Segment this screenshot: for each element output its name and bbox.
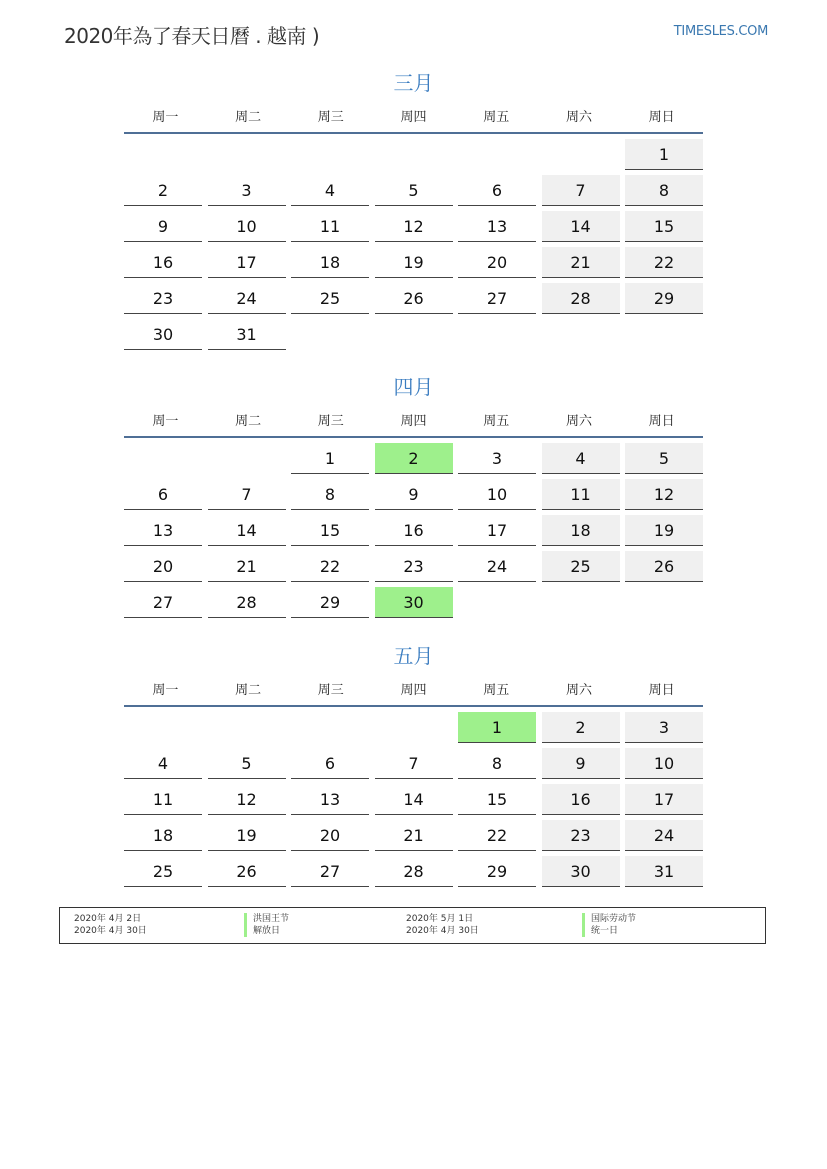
day-cell[interactable]: 11: [542, 479, 620, 510]
day-cell[interactable]: 28: [542, 283, 620, 314]
empty-cell: [124, 139, 202, 170]
day-cell[interactable]: 11: [124, 784, 202, 815]
day-cell[interactable]: 14: [542, 211, 620, 242]
empty-cell: [124, 712, 202, 743]
day-cell[interactable]: 29: [625, 283, 703, 314]
legend-dates-1: [74, 913, 147, 937]
weekday-label: 周三: [317, 413, 344, 429]
day-cell[interactable]: 6: [124, 479, 202, 510]
day-cell[interactable]: 7: [542, 175, 620, 206]
weekday-label: 周六: [565, 413, 592, 429]
day-cell[interactable]: 20: [458, 247, 536, 278]
day-cell[interactable]: 7: [375, 748, 453, 779]
day-cell[interactable]: 2: [542, 712, 620, 743]
day-cell[interactable]: 14: [375, 784, 453, 815]
day-cell[interactable]: 26: [208, 856, 286, 887]
day-cell[interactable]: 4: [291, 175, 369, 206]
day-cell[interactable]: 17: [458, 515, 536, 546]
legend-date: 2020年 5月 1日: [406, 914, 474, 924]
day-cell[interactable]: 1: [291, 443, 369, 474]
day-cell[interactable]: 30: [124, 319, 202, 350]
day-cell[interactable]: 2: [124, 175, 202, 206]
day-cell[interactable]: 15: [625, 211, 703, 242]
legend-date: 2020年 4月 2日: [74, 914, 142, 924]
weekday-label: 周六: [565, 682, 592, 698]
weekday-label: 周一: [152, 109, 179, 125]
day-cell[interactable]: 29: [458, 856, 536, 887]
day-cell[interactable]: 8: [458, 748, 536, 779]
day-cell[interactable]: 27: [458, 283, 536, 314]
day-cell[interactable]: 23: [542, 820, 620, 851]
day-cell[interactable]: 19: [375, 247, 453, 278]
day-cell[interactable]: 25: [124, 856, 202, 887]
day-cell[interactable]: 17: [208, 247, 286, 278]
empty-cell: [208, 443, 286, 474]
day-cell[interactable]: 4: [542, 443, 620, 474]
day-cell[interactable]: 31: [625, 856, 703, 887]
day-cell[interactable]: 1: [625, 139, 703, 170]
empty-cell: [208, 712, 286, 743]
day-cell[interactable]: 7: [208, 479, 286, 510]
empty-cell: [375, 712, 453, 743]
day-cell[interactable]: 16: [375, 515, 453, 546]
day-cell[interactable]: 23: [124, 283, 202, 314]
day-cell[interactable]: 21: [375, 820, 453, 851]
day-cell[interactable]: 24: [208, 283, 286, 314]
weekday-label: 周四: [400, 413, 427, 429]
weekday-label: 周二: [235, 413, 262, 429]
day-cell[interactable]: 23: [375, 551, 453, 582]
weekday-label: 周日: [648, 109, 675, 125]
day-cell[interactable]: 8: [291, 479, 369, 510]
day-cell[interactable]: 17: [625, 784, 703, 815]
weekday-label: 周一: [152, 413, 179, 429]
day-cell[interactable]: 13: [291, 784, 369, 815]
day-cell[interactable]: 8: [625, 175, 703, 206]
day-cell[interactable]: 11: [291, 211, 369, 242]
day-cell[interactable]: 18: [124, 820, 202, 851]
weekday-label: 周六: [565, 109, 592, 125]
day-grid: [124, 443, 703, 618]
weekday-label: 周一: [152, 682, 179, 698]
day-cell[interactable]: 22: [291, 551, 369, 582]
legend-names-2: [582, 913, 636, 937]
weekday-label: 周三: [317, 682, 344, 698]
day-cell[interactable]: 9: [542, 748, 620, 779]
weekday-label: 周日: [648, 413, 675, 429]
weekday-label: 周三: [317, 109, 344, 125]
day-cell[interactable]: 18: [291, 247, 369, 278]
legend-holiday-name: 统一日: [582, 925, 636, 937]
day-cell[interactable]: 6: [291, 748, 369, 779]
month-march: [124, 68, 703, 350]
day-cell[interactable]: 25: [542, 551, 620, 582]
weekday-label: 周四: [400, 109, 427, 125]
weekday-header: [124, 402, 703, 436]
page-title: 2020年為了春天日曆 . 越南 ): [64, 24, 320, 48]
legend-names-1: [244, 913, 289, 937]
weekday-label: 周二: [235, 109, 262, 125]
day-cell[interactable]: 19: [625, 515, 703, 546]
month-april: [124, 372, 703, 618]
day-cell[interactable]: 13: [458, 211, 536, 242]
month-title: 五月: [393, 644, 434, 668]
day-cell[interactable]: 31: [208, 319, 286, 350]
day-cell[interactable]: 9: [375, 479, 453, 510]
month-may: [124, 641, 703, 887]
weekday-header: [124, 671, 703, 705]
day-cell[interactable]: 28: [208, 587, 286, 618]
weekday-label: 周五: [483, 682, 510, 698]
weekday-label: 周五: [483, 109, 510, 125]
day-cell[interactable]: 28: [375, 856, 453, 887]
day-cell[interactable]: 20: [124, 551, 202, 582]
day-cell[interactable]: 22: [458, 820, 536, 851]
weekday-label: 周五: [483, 413, 510, 429]
legend-date: 2020年 4月 30日: [406, 926, 479, 936]
empty-cell: [291, 139, 369, 170]
day-cell[interactable]: 25: [291, 283, 369, 314]
day-cell[interactable]: 16: [124, 247, 202, 278]
holiday-day-cell[interactable]: 30: [375, 587, 453, 618]
day-cell[interactable]: 16: [542, 784, 620, 815]
day-cell[interactable]: 10: [208, 211, 286, 242]
month-title: 三月: [393, 71, 434, 95]
day-cell[interactable]: 10: [458, 479, 536, 510]
month-title: 四月: [393, 375, 434, 399]
legend-dates-2: [406, 913, 479, 937]
day-cell[interactable]: 5: [208, 748, 286, 779]
empty-cell: [291, 712, 369, 743]
weekday-header: [124, 98, 703, 132]
day-cell[interactable]: 4: [124, 748, 202, 779]
day-cell[interactable]: 15: [458, 784, 536, 815]
weekday-label: 周四: [400, 682, 427, 698]
day-cell[interactable]: 27: [291, 856, 369, 887]
weekday-label: 周二: [235, 682, 262, 698]
header-divider: [124, 436, 703, 438]
day-grid: [124, 712, 703, 887]
day-cell[interactable]: 21: [208, 551, 286, 582]
day-cell[interactable]: 30: [542, 856, 620, 887]
day-cell[interactable]: 20: [291, 820, 369, 851]
empty-cell: [458, 139, 536, 170]
holiday-day-cell[interactable]: 1: [458, 712, 536, 743]
day-cell[interactable]: 29: [291, 587, 369, 618]
day-cell[interactable]: 22: [625, 247, 703, 278]
day-cell[interactable]: 3: [208, 175, 286, 206]
day-cell[interactable]: 3: [625, 712, 703, 743]
day-cell[interactable]: 26: [375, 283, 453, 314]
empty-cell: [124, 443, 202, 474]
holiday-day-cell[interactable]: 2: [375, 443, 453, 474]
day-cell[interactable]: 10: [625, 748, 703, 779]
day-cell[interactable]: 18: [542, 515, 620, 546]
day-cell[interactable]: 9: [124, 211, 202, 242]
empty-cell: [542, 139, 620, 170]
day-cell[interactable]: 3: [458, 443, 536, 474]
weekday-label: 周日: [648, 682, 675, 698]
day-cell[interactable]: 24: [625, 820, 703, 851]
legend-holiday-name: 洪国王节: [244, 913, 289, 925]
day-cell[interactable]: 12: [375, 211, 453, 242]
day-cell[interactable]: 24: [458, 551, 536, 582]
day-cell[interactable]: 19: [208, 820, 286, 851]
legend-date: 2020年 4月 30日: [74, 926, 147, 936]
day-cell[interactable]: 12: [625, 479, 703, 510]
header-divider: [124, 705, 703, 707]
holiday-legend: [59, 907, 766, 944]
day-cell[interactable]: 15: [291, 515, 369, 546]
empty-cell: [208, 139, 286, 170]
day-cell[interactable]: 13: [124, 515, 202, 546]
day-cell[interactable]: 6: [458, 175, 536, 206]
site-link[interactable]: TIMESLES.COM: [673, 24, 768, 39]
day-cell[interactable]: 5: [375, 175, 453, 206]
legend-holiday-name: 国际劳动节: [582, 913, 636, 925]
day-cell[interactable]: 5: [625, 443, 703, 474]
day-cell[interactable]: 12: [208, 784, 286, 815]
day-cell[interactable]: 26: [625, 551, 703, 582]
day-grid: [124, 139, 703, 350]
day-cell[interactable]: 27: [124, 587, 202, 618]
day-cell[interactable]: 14: [208, 515, 286, 546]
empty-cell: [375, 139, 453, 170]
legend-holiday-name: 解放日: [244, 925, 289, 937]
day-cell[interactable]: 21: [542, 247, 620, 278]
header-divider: [124, 132, 703, 134]
